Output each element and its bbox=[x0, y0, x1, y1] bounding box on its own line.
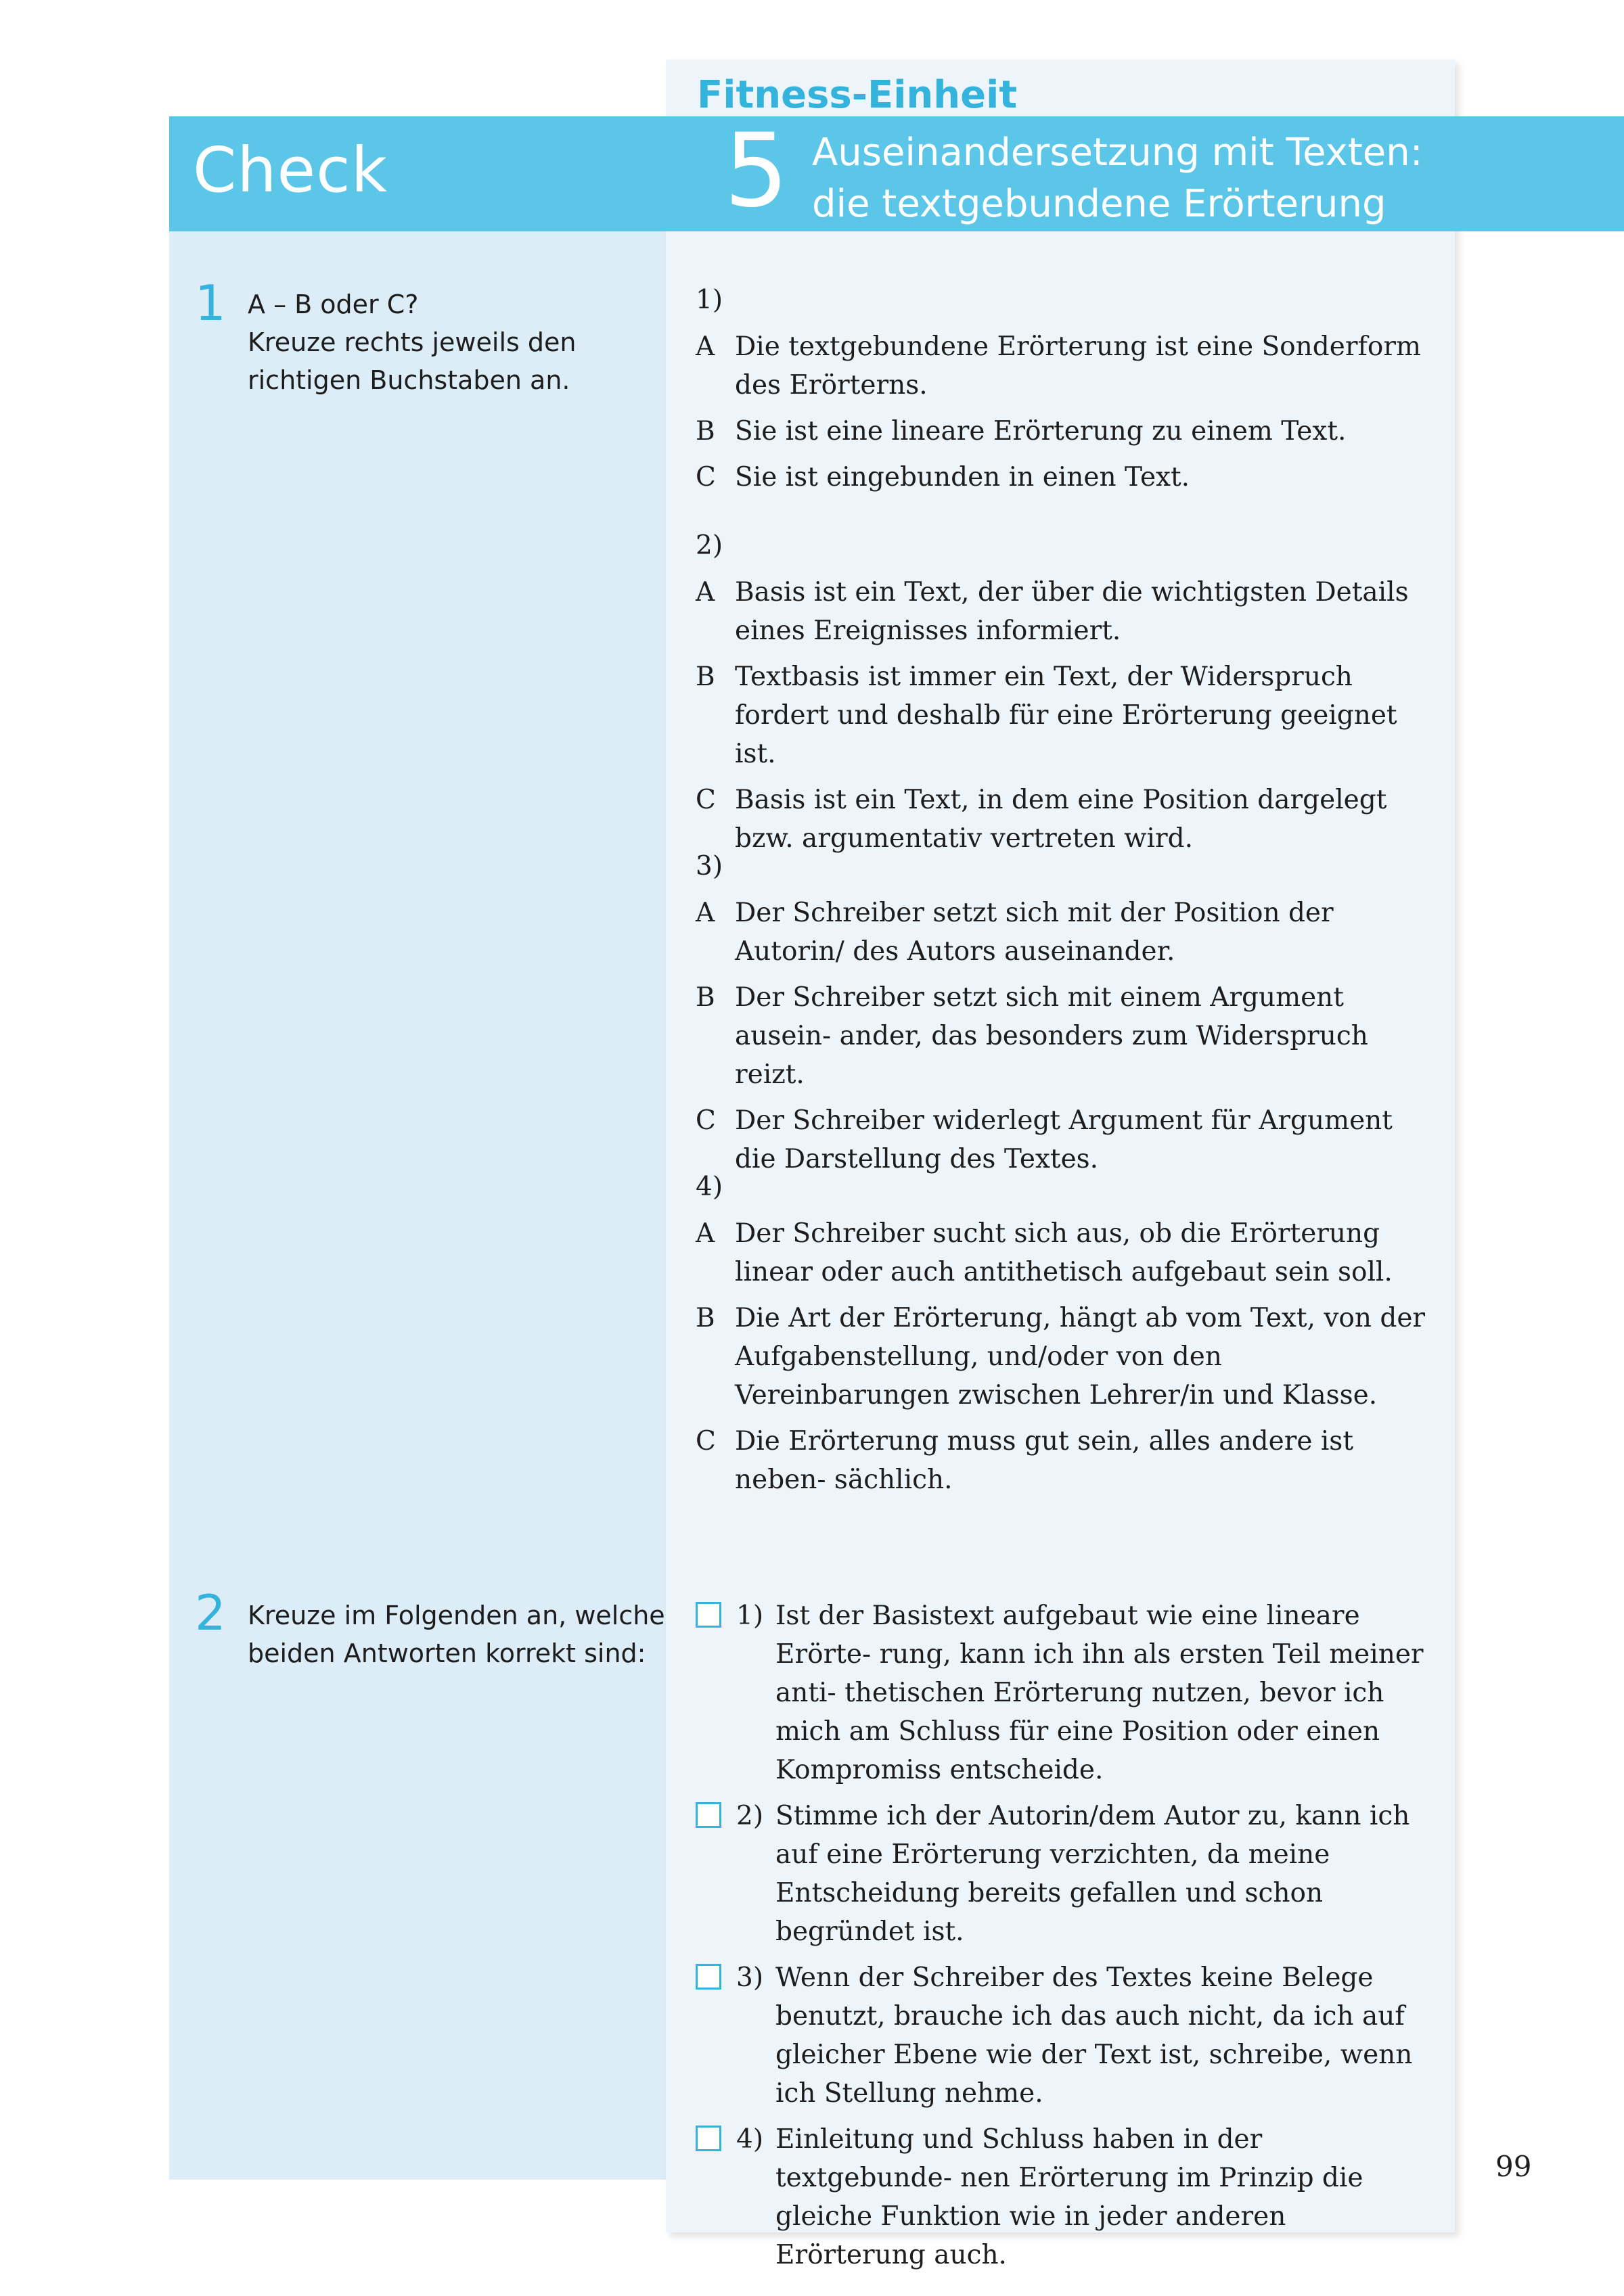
question-block bbox=[696, 526, 1426, 865]
statement-text: Wenn der Schreiber des Textes keine Belege benutzt, brauche ich das auch nicht, da ich auf gleicher Ebene wie der Text ist, schreibe, wenn ich Stellung nehme. bbox=[775, 1962, 1413, 2109]
statement-item bbox=[696, 1958, 1433, 2113]
task-column bbox=[169, 231, 666, 2180]
question-block bbox=[696, 847, 1426, 1186]
statement-number: 1) bbox=[736, 1601, 764, 1631]
answer-option bbox=[696, 327, 1426, 405]
task-2-line-2: beiden Antworten korrekt sind: bbox=[248, 1638, 646, 1668]
option-text: Die Art der Erörterung, hängt ab vom Text, von der Aufgabenstellung, und/oder von den Vereinbarungen zwischen Lehrer/in und Klasse. bbox=[735, 1303, 1426, 1410]
statement-number: 3) bbox=[736, 1962, 764, 1993]
statement-number: 4) bbox=[736, 2124, 764, 2155]
question-number: 3) bbox=[696, 851, 723, 881]
answer-checkbox[interactable] bbox=[696, 1802, 721, 1828]
task-2-instructions bbox=[248, 1597, 665, 1672]
answer-checkbox[interactable] bbox=[696, 1602, 721, 1628]
option-text: Textbasis ist immer ein Text, der Widerspruch fordert und deshalb für eine Erörterung geeignet ist. bbox=[735, 662, 1397, 769]
answer-option bbox=[696, 1101, 1426, 1178]
option-letter: B bbox=[696, 982, 715, 1013]
option-letter: B bbox=[696, 1303, 715, 1333]
option-text: Basis ist ein Text, in dem eine Position dargelegt bzw. argumentativ vertreten wird. bbox=[735, 785, 1387, 854]
option-letter: C bbox=[696, 462, 716, 492]
answer-option bbox=[696, 781, 1426, 858]
question-number: 2) bbox=[696, 530, 723, 561]
question-number: 1) bbox=[696, 285, 723, 315]
option-letter: C bbox=[696, 1105, 716, 1136]
statement-list bbox=[696, 1597, 1433, 2282]
answer-option bbox=[696, 573, 1426, 650]
task-1-line-2: Kreuze rechts jeweils den bbox=[248, 327, 577, 357]
unit-title-line-2: die textgebundene Erörterung bbox=[812, 182, 1386, 226]
task-1-line-3: richtigen Buchstaben an. bbox=[248, 365, 570, 395]
check-title: Check bbox=[193, 134, 388, 206]
answer-option bbox=[696, 1214, 1426, 1291]
option-text: Sie ist eingebunden in einen Text. bbox=[735, 462, 1190, 492]
option-text: Der Schreiber widerlegt Argument für Argument die Darstellung des Textes. bbox=[735, 1105, 1393, 1174]
task-2-number: 2 bbox=[195, 1584, 226, 1641]
statement-item bbox=[696, 1597, 1433, 1789]
option-letter: A bbox=[696, 898, 715, 928]
unit-title-line-1: Auseinandersetzung mit Texten: bbox=[812, 131, 1423, 175]
option-letter: C bbox=[696, 1426, 716, 1456]
unit-title bbox=[812, 127, 1423, 230]
option-text: Der Schreiber sucht sich aus, ob die Erörterung linear oder auch antithetisch aufgebaut sein soll. bbox=[735, 1218, 1393, 1287]
answer-option bbox=[696, 894, 1426, 971]
option-text: Die textgebundene Erörterung ist eine Sonderform des Erörterns. bbox=[735, 331, 1421, 400]
task-1-number: 1 bbox=[195, 275, 226, 331]
page-number: 99 bbox=[1495, 2150, 1532, 2183]
question-block bbox=[696, 281, 1426, 504]
question-number: 4) bbox=[696, 1172, 723, 1202]
answer-option bbox=[696, 658, 1426, 773]
answer-checkbox[interactable] bbox=[696, 1964, 721, 1990]
option-letter: B bbox=[696, 416, 715, 446]
statement-number: 2) bbox=[736, 1801, 764, 1831]
task-2-line-1: Kreuze im Folgenden an, welche bbox=[248, 1601, 665, 1630]
option-letter: B bbox=[696, 662, 715, 692]
statement-text: Einleitung und Schluss haben in der textgebunde- nen Erörterung im Prinzip die gleiche Funktion wie in jeder anderen Erörterung auch. bbox=[775, 2124, 1363, 2270]
option-text: Die Erörterung muss gut sein, alles andere ist neben- sächlich. bbox=[735, 1426, 1353, 1495]
option-letter: A bbox=[696, 577, 715, 607]
statement-item bbox=[696, 1797, 1433, 1951]
answer-option bbox=[696, 412, 1426, 451]
answer-option bbox=[696, 978, 1426, 1094]
option-text: Sie ist eine lineare Erörterung zu einem Text. bbox=[735, 416, 1347, 446]
option-text: Der Schreiber setzt sich mit einem Argument ausein- ander, das besonders zum Widerspruch reizt. bbox=[735, 982, 1368, 1090]
statement-text: Stimme ich der Autorin/dem Autor zu, kann ich auf eine Erörterung verzichten, da meine Entscheidung bereits gefallen und schon begründet ist. bbox=[775, 1801, 1410, 1947]
statement-text: Ist der Basistext aufgebaut wie eine lineare Erörte- rung, kann ich ihn als ersten Teil meiner anti- thetischen Erörterung nutzen, bevor ich mich am Schluss für eine Position oder einen Kompromiss entscheide. bbox=[775, 1601, 1424, 1785]
answer-checkbox[interactable] bbox=[696, 2126, 721, 2151]
task-1-instructions bbox=[248, 285, 576, 399]
option-letter: A bbox=[696, 1218, 715, 1249]
unit-number: 5 bbox=[724, 112, 789, 230]
answer-option bbox=[696, 458, 1426, 497]
section-label: Fitness-Einheit bbox=[697, 73, 1018, 117]
answer-option bbox=[696, 1299, 1426, 1415]
statement-item bbox=[696, 2120, 1433, 2274]
task-1-line-1: A – B oder C? bbox=[248, 290, 419, 319]
answer-option bbox=[696, 1422, 1426, 1499]
option-text: Basis ist ein Text, der über die wichtigsten Details eines Ereignisses informiert. bbox=[735, 577, 1409, 646]
option-text: Der Schreiber setzt sich mit der Position der Autorin/ des Autors auseinander. bbox=[735, 898, 1334, 967]
option-letter: C bbox=[696, 785, 716, 815]
option-letter: A bbox=[696, 331, 715, 362]
question-block bbox=[696, 1168, 1426, 1507]
